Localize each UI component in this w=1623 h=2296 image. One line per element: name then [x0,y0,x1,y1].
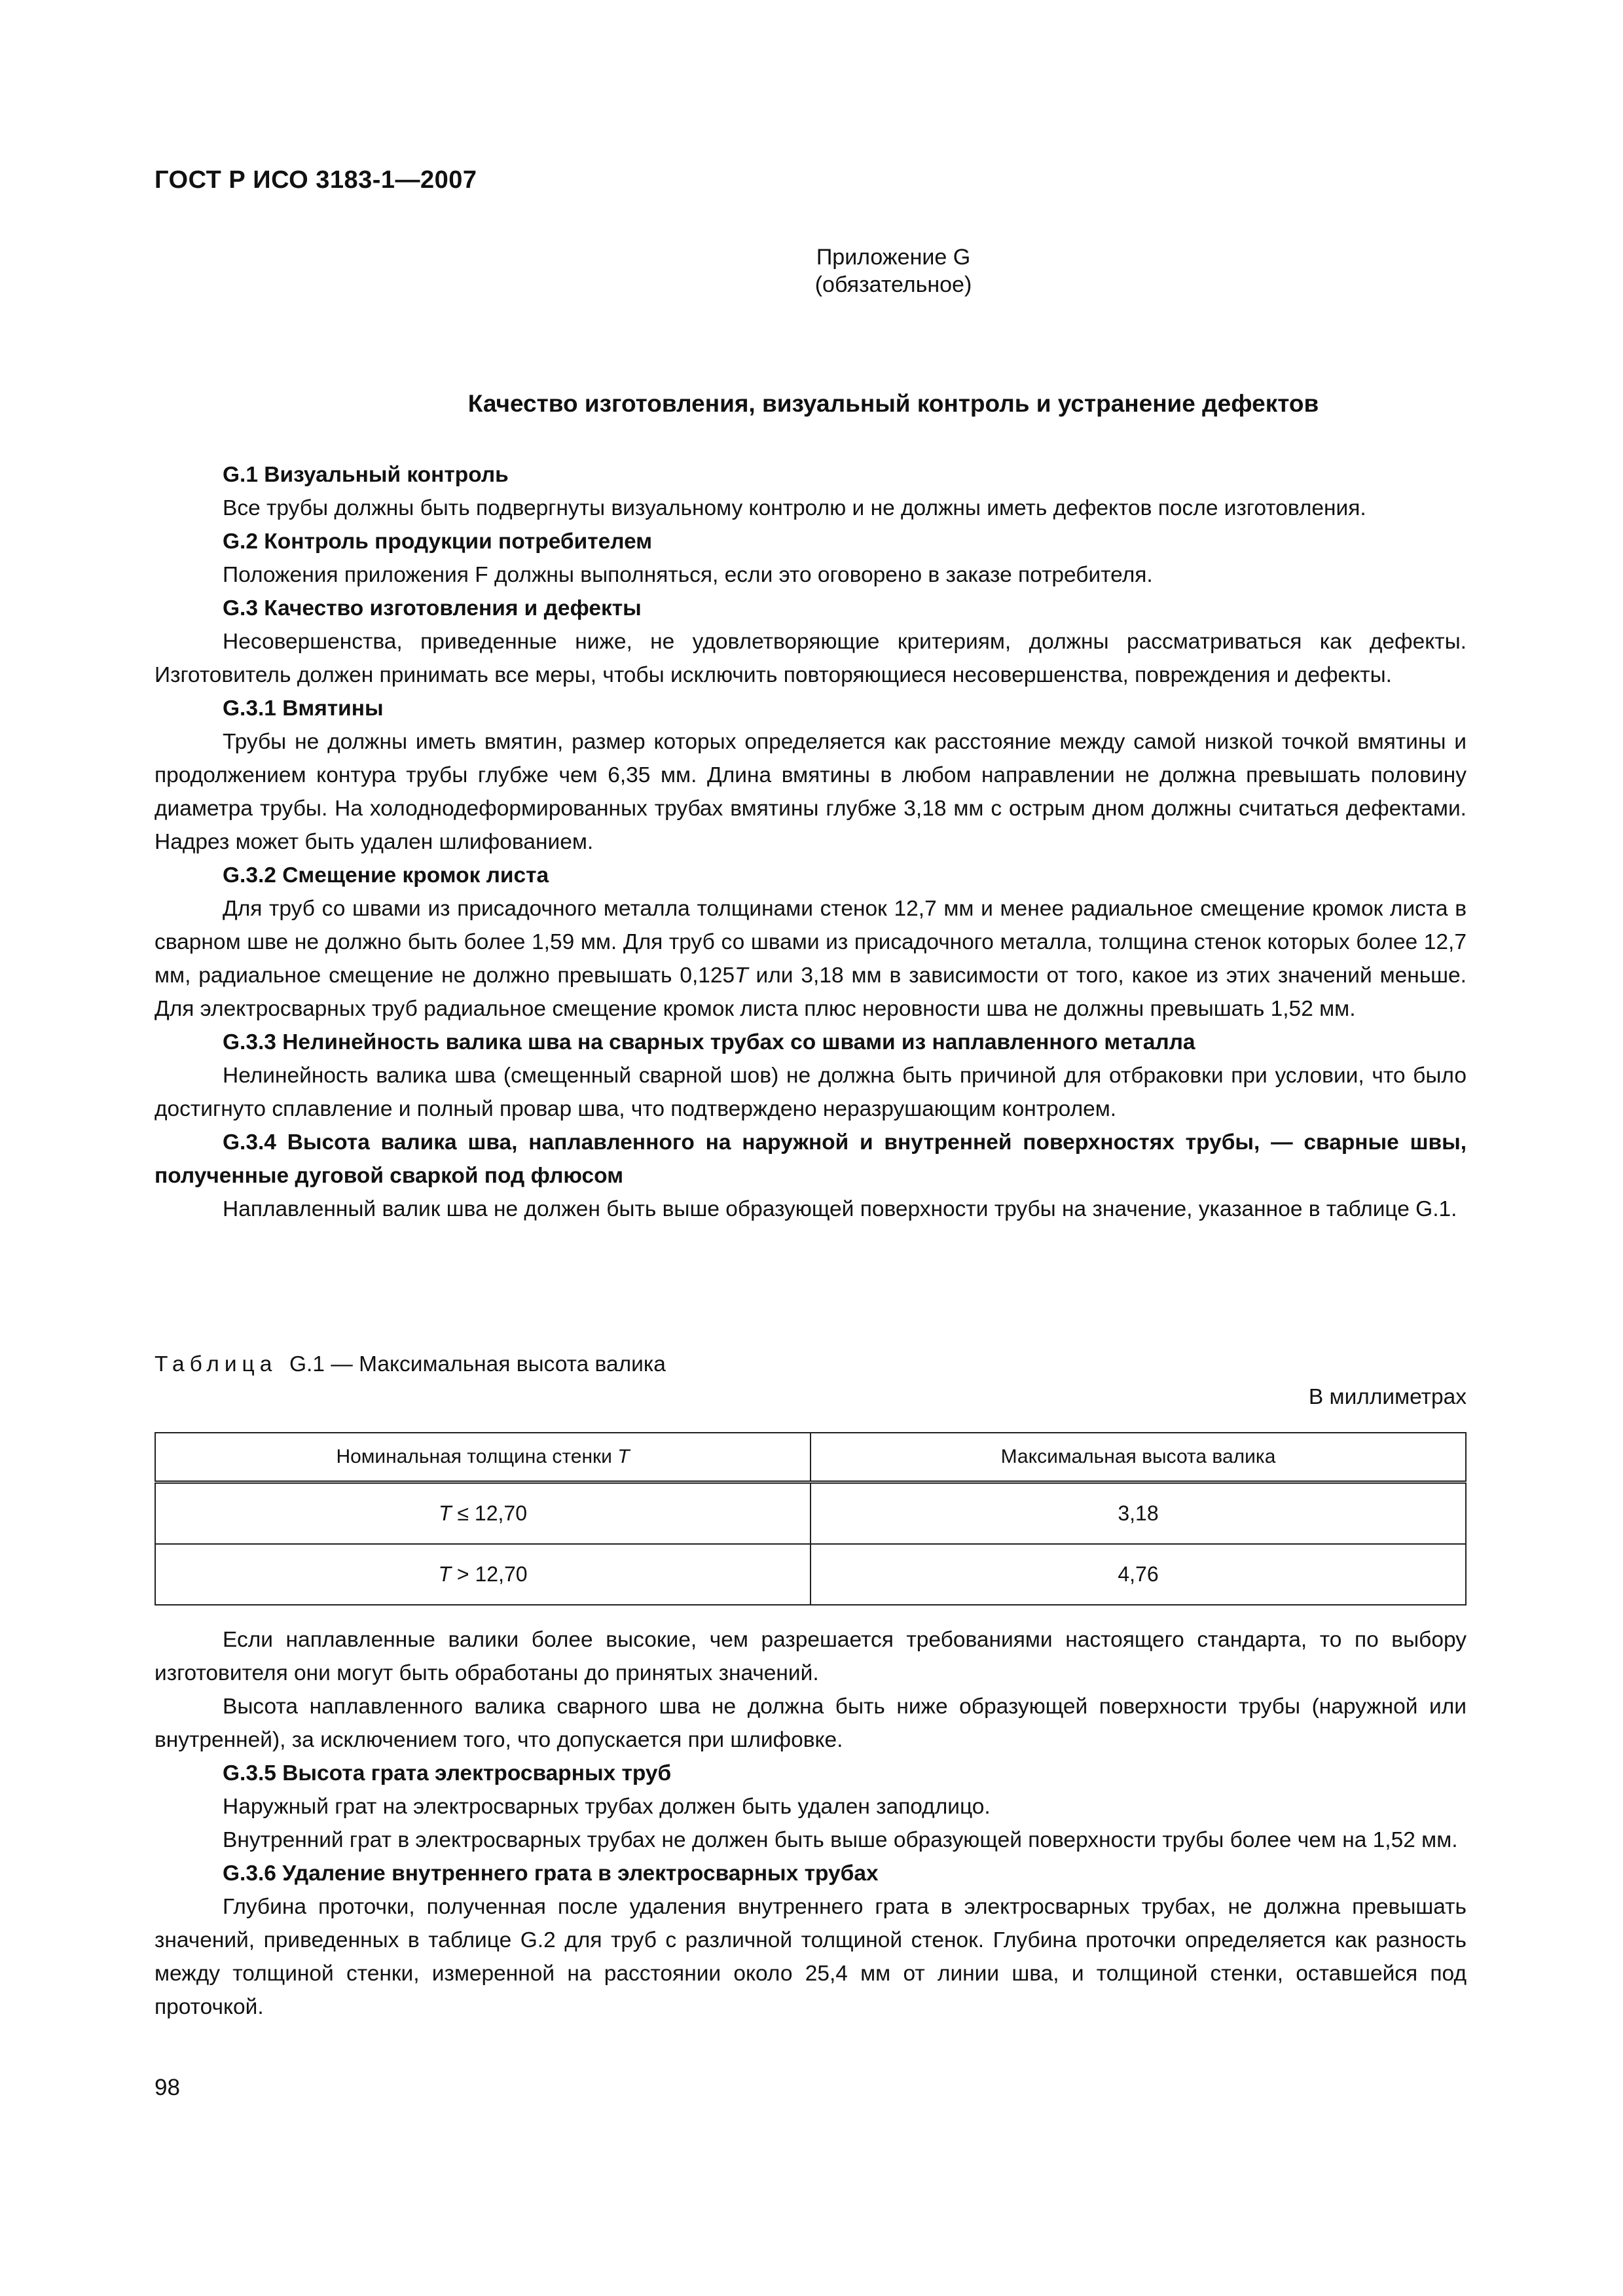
document-header: ГОСТ Р ИСО 3183-1—2007 [155,166,477,194]
section-heading-g1: G.1 Визуальный контроль [223,463,509,487]
paragraph-after-table-1: Если наплавленные валики более высокие, чем разрешается требованиями настоящего стандарта, то по выбору изготовителя они могут быть обработаны до принятых значений. [155,1628,1467,1685]
section-heading-g36: G.3.6 Удаление внутреннего грата в электросварных трубах [223,1861,879,1886]
section-text-g35-2: Внутренний грат в электросварных трубах не должен быть выше образующей поверхности трубы более чем на 1,52 мм. [223,1828,1458,1852]
body-text-upper [155,458,1467,1226]
section-text-g1: Все трубы должны быть подвергнуты визуальному контролю и не должны иметь дефектов после изготовления. [223,496,1366,520]
wall-thickness-symbol: T [735,963,748,988]
section-text-g3: Несовершенства, приведенные ниже, не удовлетворяющие критериям, должны рассматриваться как дефекты. Изготовитель должен принимать все меры, чтобы исключить повторяющиеся несовершенства, повреждения и дефекты. [155,630,1467,687]
table-row [155,1482,1466,1545]
paragraph-after-table-2: Высота наплавленного валика сварного шва не должна быть ниже образующей поверхности трубы (наружной или внутренней), за исключением того, что допускается при шлифовке. [155,1695,1467,1752]
table-caption [155,1352,666,1377]
table-units: В миллиметрах [1308,1385,1467,1409]
section-text-g35-1: Наружный грат на электросварных трубах должен быть удален заподлицо. [223,1795,991,1819]
table-cell-height: 3,18 [811,1482,1466,1545]
section-heading-g3: G.3 Качество изготовления и дефекты [223,596,642,620]
section-text-g32-b: или 3,18 мм в зависимости от того, какое из этих значений меньше. Для электросварных труб радиальное смещение кромок листа плюс неровности шва не должны превышать 1,52 мм. [155,963,1467,1021]
appendix-status: (обязательное) [814,272,972,297]
section-heading-g32: G.3.2 Смещение кромок листа [223,863,549,888]
table-header-col1: Номинальная толщина стенки T [155,1433,811,1482]
table-header-row [155,1433,1466,1482]
section-heading-g2: G.2 Контроль продукции потребителем [223,529,653,554]
section-text-g32-a: Для труб со швами из присадочного металла толщинами стенок 12,7 мм и менее радиальное смещение кромок листа в сварном шве не должно быть более 1,59 мм. Для труб со швами из присадочного металла, толщина стенок которых более 12,7 мм, радиальное смещение не должно превышать 0,125 [155,897,1467,988]
section-text-g31: Трубы не должны иметь вмятин, размер которых определяется как расстояние между самой низкой точкой вмятины и продолжением контура трубы глубже чем 6,35 мм. Длина вмятины в любом направлении не должна превышать половину диаметра трубы. На холоднодеформированных трубах вмятины глубже 3,18 мм с острым дном должны считаться дефектами. Надрез может быть удален шлифованием. [155,730,1467,854]
table-cell-thickness: T > 12,70 [155,1544,811,1605]
table-header-col2: Максимальная высота валика [811,1433,1466,1482]
section-text-g34: Наплавленный валик шва не должен быть выше образующей поверхности трубы на значение, указанное в таблице G.1. [223,1197,1457,1221]
appendix-title: Качество изготовления, визуальный контроль и устранение дефектов [467,390,1319,417]
appendix-label: Приложение G [816,245,971,270]
table-caption-word: Таблица [155,1352,278,1376]
section-heading-g31: G.3.1 Вмятины [223,696,384,721]
table-cell-thickness: T ≤ 12,70 [155,1482,811,1545]
section-text-g33: Нелинейность валика шва (смещенный сварной шов) не должна быть причиной для отбраковки при условии, что было достигнуто сплавление и полный провар шва, что подтверждено неразрушающим контролем. [155,1064,1467,1121]
section-text-g36: Глубина проточки, полученная после удаления внутреннего грата в электросварных трубах, не должна превышать значений, приведенных в таблице G.2 для труб с различной толщиной стенок. Глубина проточки определяется как разность между толщиной стенки, измеренной на расстоянии около 25,4 мм от линии шва, и толщиной стенки, оставшейся под проточкой. [155,1895,1467,2019]
section-heading-g33: G.3.3 Нелинейность валика шва на сварных трубах со швами из наплавленного металла [223,1030,1195,1054]
section-heading-g35: G.3.5 Высота грата электросварных труб [223,1761,672,1785]
table-caption-text: G.1 — Максимальная высота валика [289,1352,666,1376]
table-cell-height: 4,76 [811,1544,1466,1605]
body-text-lower [155,1623,1467,2024]
section-text-g2: Положения приложения F должны выполняться, если это оговорено в заказе потребителя. [223,563,1153,587]
table-g1 [155,1432,1467,1605]
page-number: 98 [155,2075,180,2100]
section-text-g32 [155,892,1467,1026]
section-heading-g34: G.3.4 Высота валика шва, наплавленного на наружной и внутренней поверхностях трубы, — сварные швы, полученные дуговой сваркой под флюсом [155,1130,1467,1188]
table-row [155,1544,1466,1605]
